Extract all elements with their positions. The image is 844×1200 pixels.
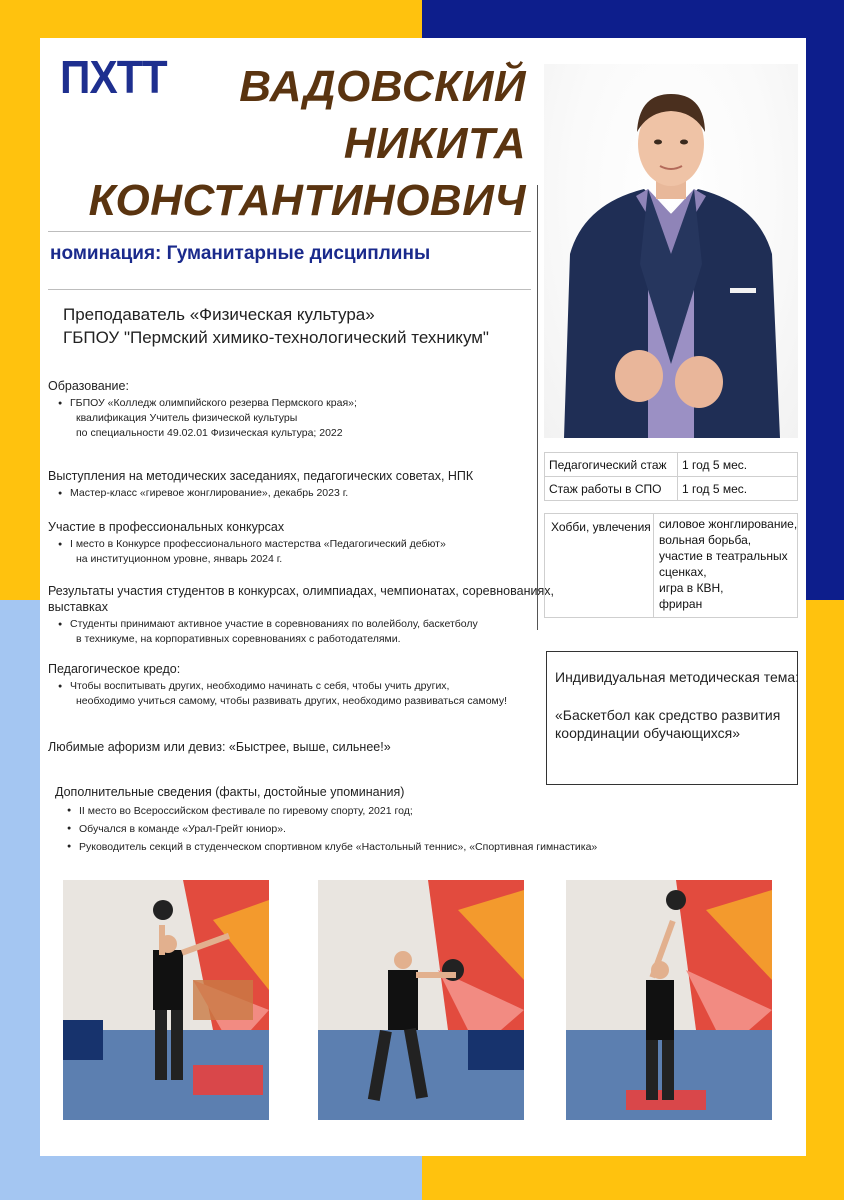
list-item: ● ГБПОУ «Колледж олимпийского резерва Пермского края»; квалификация Учитель физической культуры по специальности 49.02.01 Физическая культура; 2022 — [70, 396, 357, 441]
hobby-item: участие в театральных — [659, 549, 788, 563]
credo-section — [48, 661, 507, 709]
motto: Любимые афоризм или девиз: «Быстрее, выше, сильнее!» — [48, 740, 391, 754]
hobby-list — [659, 516, 797, 612]
list-item: ● Студенты принимают активное участие в соревнованиях по волейболу, баскетболу в техникуме, на корпоративных соревнованиях с работодателями. — [70, 617, 554, 647]
students-list — [48, 617, 554, 647]
action-photo-1 — [63, 880, 269, 1120]
portrait-photo — [544, 64, 798, 438]
patronymic: КОНСТАНТИНОВИЧ — [88, 176, 526, 225]
divider-top — [48, 231, 531, 232]
extra-title: Дополнительные сведения (факты, достойные упоминания) — [55, 785, 405, 799]
contests-title: Участие в профессиональных конкурсах — [48, 520, 285, 534]
list-item: ● Мастер-класс «гиревое жонглирование», декабрь 2023 г. — [70, 486, 473, 501]
extra-section — [55, 784, 597, 856]
method-topic-box — [546, 651, 798, 785]
experience-label: Стаж работы в СПО — [545, 477, 678, 501]
hobby-item: фриран — [659, 597, 703, 611]
first-name: НИКИТА — [343, 119, 526, 168]
college-logo: ПХТТ — [60, 51, 167, 103]
table-row — [545, 453, 798, 477]
portrait-illustration — [544, 64, 798, 438]
gym-illustration-2 — [318, 880, 524, 1120]
hobby-item: игра в КВН, — [659, 581, 724, 595]
experience-value: 1 год 5 мес. — [678, 477, 798, 501]
extra-list — [55, 802, 597, 856]
hobby-item: силовое жонглирование, — [659, 517, 798, 531]
education-section — [48, 378, 357, 441]
position-title: Преподаватель «Физическая культура» — [63, 305, 375, 324]
hobby-label: Хобби, увлечения — [551, 520, 651, 534]
position-block — [63, 303, 489, 349]
list-item: ● II место во Всероссийском фестивале по гиревому спорту, 2021 год; — [79, 802, 597, 820]
hobby-item: вольная борьба, — [659, 533, 752, 547]
experience-value: 1 год 5 мес. — [678, 453, 798, 477]
vertical-divider — [537, 185, 538, 630]
contests-section — [48, 519, 446, 567]
action-photo-2 — [318, 880, 524, 1120]
surname: ВАДОВСКИЙ — [239, 62, 526, 111]
list-item: ● Чтобы воспитывать других, необходимо начинать с себя, чтобы учить других, необходимо учиться самому, чтобы развивать других, необходимо развиваться самому! — [70, 679, 507, 709]
students-section — [48, 583, 554, 647]
divider-bottom — [48, 289, 531, 290]
students-title: Результаты участия студентов в конкурсах, олимпиадах, чемпионатах, соревнованиях, — [48, 584, 554, 598]
organization: ГБПОУ "Пермский химико-технологический техникум" — [63, 328, 489, 347]
nomination: номинация: Гуманитарные дисциплины — [50, 243, 431, 264]
list-item: ● I место в Конкурсе профессионального мастерства «Педагогический дебют» на институционном уровне, январь 2024 г. — [70, 537, 446, 567]
students-title-cont: выставках — [48, 600, 108, 614]
list-item: ● Руководитель секций в студенческом спортивном клубе «Настольный теннис», «Спортивная гимнастика» — [79, 838, 597, 856]
hobby-item: сценках, — [659, 565, 707, 579]
speeches-list — [48, 486, 473, 501]
action-photo-3 — [566, 880, 772, 1120]
credo-list — [48, 679, 507, 709]
contests-list — [48, 537, 446, 567]
hobby-separator — [653, 514, 654, 617]
education-list — [48, 396, 357, 441]
credo-title: Педагогическое кредо: — [48, 662, 181, 676]
speeches-title: Выступления на методических заседаниях, педагогических советах, НПК — [48, 469, 474, 483]
method-title: Индивидуальная методическая тема: — [555, 669, 800, 685]
table-row — [545, 477, 798, 501]
speeches-section — [48, 468, 473, 501]
hobby-box — [544, 513, 798, 618]
person-name — [89, 58, 526, 229]
experience-table — [544, 452, 798, 501]
method-text: «Баскетбол как средство развития координации обучающихся» — [555, 707, 781, 741]
gym-illustration-3 — [566, 880, 772, 1120]
education-title: Образование: — [48, 379, 129, 393]
list-item: ● Обучался в команде «Урал-Грейт юниор». — [79, 820, 597, 838]
gym-illustration-1 — [63, 880, 269, 1120]
experience-label: Педагогический стаж — [545, 453, 678, 477]
motto-section — [48, 739, 391, 755]
